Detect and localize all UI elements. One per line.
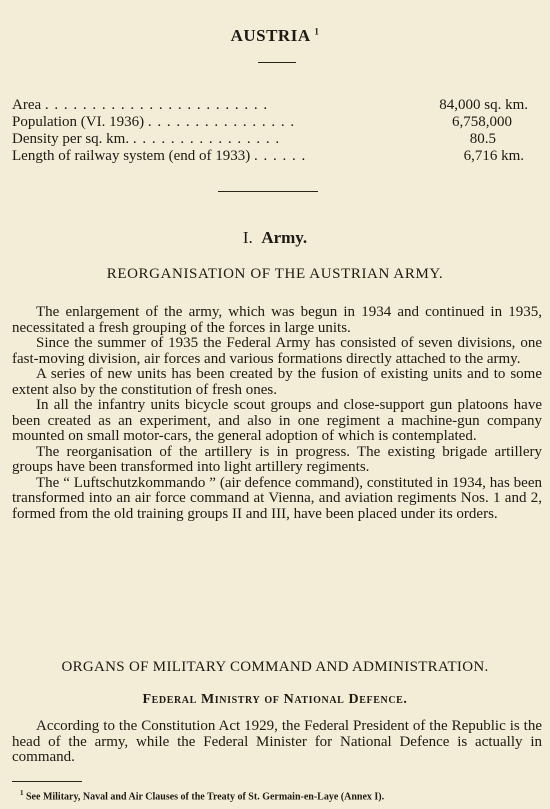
leader-dots: . . . . . . bbox=[254, 148, 307, 164]
stat-label: Area bbox=[12, 97, 42, 113]
paragraph: A series of new units has been created by the fusion of existing units and to some extent also by the constitution of fresh ones. bbox=[12, 366, 542, 398]
section-title: Army. bbox=[261, 228, 308, 247]
section-divider bbox=[218, 191, 318, 192]
footnote bbox=[20, 789, 545, 802]
stat-row-population bbox=[12, 114, 542, 131]
paragraph: The reorganisation of the artillery is in progress. The existing brigade artillery groups have been transformed into light artillery regiments. bbox=[12, 443, 542, 475]
stat-row-area bbox=[12, 97, 542, 114]
reorganisation-text bbox=[12, 305, 542, 522]
stat-label: Density per sq. km. bbox=[12, 131, 130, 147]
section-number: I. bbox=[242, 228, 253, 247]
footnote-text: See Military, Naval and Air Clauses of the Treaty of St. Germain-en-Laye (Annex I). bbox=[26, 791, 385, 803]
leader-dots: . . . . . . . . . . . . . . . . bbox=[132, 131, 281, 147]
stat-row-railway bbox=[12, 148, 542, 165]
subsection-heading-reorganisation: REORGANISATION OF THE AUSTRIAN ARMY. bbox=[106, 266, 444, 282]
paragraph: Since the summer of 1935 the Federal Army has consisted of seven divisions, one fast-moving division, air forces and various formations directly attached to the army. bbox=[12, 335, 542, 367]
section-heading-army bbox=[0, 228, 550, 248]
stat-label: Population (VI. 1936) bbox=[12, 114, 145, 130]
subsection-heading-ministry: Federal Ministry of National Defence. bbox=[142, 692, 408, 707]
stat-label: Length of railway system (end of 1933) bbox=[12, 148, 251, 164]
title-footnote-marker: 1 bbox=[314, 26, 320, 37]
paragraph: In all the infantry units bicycle scout groups and close-support gun platoons have been created as an experiment, and also in one regiment a machine-gun company mounted on small motor-cars, the general adoption of which is contemplated. bbox=[12, 397, 542, 444]
page-title bbox=[0, 26, 550, 46]
subsection-heading-organs: ORGANS OF MILITARY COMMAND AND ADMINISTRATION. bbox=[61, 659, 489, 675]
footnote-marker: 1 bbox=[20, 789, 24, 797]
stat-value: 84,000 sq. km. bbox=[439, 97, 528, 113]
title-divider bbox=[258, 62, 296, 63]
stat-value: 80.5 bbox=[469, 131, 496, 147]
stat-value: 6,716 km. bbox=[463, 148, 524, 164]
leader-dots: . . . . . . . . . . . . . . . . bbox=[147, 114, 296, 130]
title-text: AUSTRIA bbox=[230, 26, 310, 45]
footnote-divider bbox=[12, 781, 82, 782]
stat-row-density bbox=[12, 131, 542, 148]
stat-value: 6,758,000 bbox=[452, 114, 512, 130]
paragraph: The “ Luftschutzkommando ” (air defence command), constituted in 1934, has been transformed into an air force command at Vienna, and aviation regiments Nos. 1 and 2, formed from the old training groups II and III, have been placed under its orders. bbox=[12, 474, 542, 522]
paragraph: The enlargement of the army, which was begun in 1934 and continued in 1935, necessitated a fresh grouping of the forces in large units. bbox=[12, 304, 542, 336]
ministry-text bbox=[12, 719, 542, 766]
paragraph: According to the Constitution Act 1929, the Federal President of the Republic is the head of the army, while the Federal Minister for National Defence is actually in command. bbox=[12, 718, 542, 765]
statistics-block bbox=[12, 97, 542, 165]
leader-dots: . . . . . . . . . . . . . . . . . . . . . . . . bbox=[44, 97, 269, 113]
